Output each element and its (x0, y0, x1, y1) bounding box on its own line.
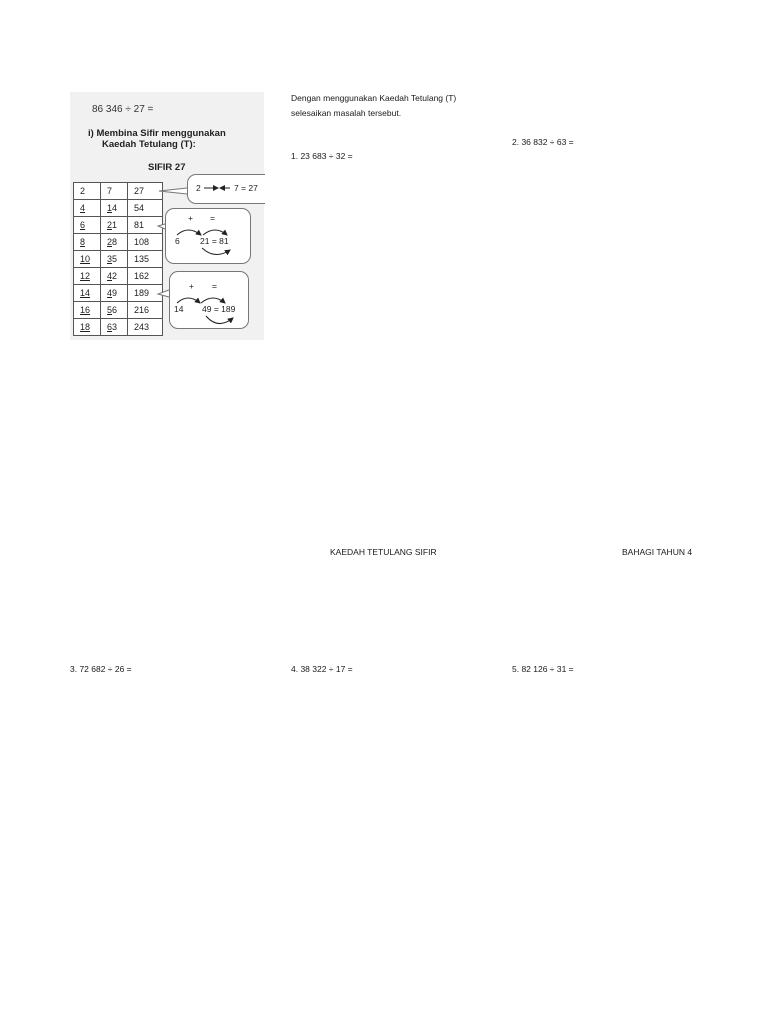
bubble1-left: 2 (196, 183, 201, 193)
instruction-line1: Dengan menggunakan Kaedah Tetulang (T) (291, 93, 457, 103)
product-cell: 54 (128, 200, 163, 217)
example-equation: 86 346 ÷ 27 = (92, 104, 154, 115)
problem-3: 3. 72 682 ÷ 26 = (70, 664, 132, 674)
multiplier-cell: 6 (74, 217, 101, 234)
partial-cell: 42 (101, 268, 128, 285)
sifir-table-title: SIFIR 27 (148, 162, 186, 173)
multiplier-cell: 14 (74, 285, 101, 302)
multiplier-cell: 8 (74, 234, 101, 251)
multiplier-cell: 18 (74, 319, 101, 336)
product-cell: 108 (128, 234, 163, 251)
multiplier-cell: 16 (74, 302, 101, 319)
callout-arrows (70, 92, 264, 340)
example-heading-line1: i) Membina Sifir menggunakan (88, 128, 226, 139)
partial-cell: 49 (101, 285, 128, 302)
problem-4: 4. 38 322 ÷ 17 = (291, 664, 353, 674)
problem-2: 2. 36 832 ÷ 63 = (512, 137, 574, 147)
bubble2-result: 21 = 81 (200, 236, 229, 246)
footer-subject: BAHAGI TAHUN 4 (622, 547, 693, 557)
bubble3-tail (158, 290, 169, 297)
product-cell: 216 (128, 302, 163, 319)
product-cell: 162 (128, 268, 163, 285)
bubble2-equals: = (210, 213, 215, 223)
partial-cell: 7 (101, 183, 128, 200)
multiplier-cell: 12 (74, 268, 101, 285)
problem-1: 1. 23 683 ÷ 32 = (291, 151, 353, 161)
partial-cell: 21 (101, 217, 128, 234)
curve-arrow-icon (201, 298, 225, 303)
multiplier-cell: 2 (74, 183, 101, 200)
product-cell: 243 (128, 319, 163, 336)
footer-title: KAEDAH TETULANG SIFIR (330, 547, 437, 557)
partial-cell: 56 (101, 302, 128, 319)
partial-cell: 28 (101, 234, 128, 251)
product-cell: 27 (128, 183, 163, 200)
bubble2-operand: 6 (175, 236, 180, 246)
product-cell: 189 (128, 285, 163, 302)
instruction-line2: selesaikan masalah tersebut. (291, 108, 402, 118)
curve-arrow-icon (206, 316, 233, 324)
example-heading-line2: Kaedah Tetulang (T): (102, 139, 196, 150)
bubble2-tail (158, 224, 165, 229)
bubble2-plus: + (188, 213, 193, 223)
partial-cell: 63 (101, 319, 128, 336)
problem-5: 5. 82 126 ÷ 31 = (512, 664, 574, 674)
bubble1-tail (159, 188, 187, 194)
partial-cell: 14 (101, 200, 128, 217)
curve-arrow-icon (177, 230, 201, 235)
example-figure (70, 92, 264, 340)
product-cell: 81 (128, 217, 163, 234)
curve-arrow-icon (202, 248, 230, 255)
curve-arrow-icon (203, 230, 227, 235)
product-cell: 135 (128, 251, 163, 268)
bubble3-equals: = (212, 281, 217, 291)
bubble3-operand: 14 (174, 304, 184, 314)
multiplier-cell: 10 (74, 251, 101, 268)
multiplier-cell: 4 (74, 200, 101, 217)
bubble3-plus: + (189, 281, 194, 291)
bubble3-result: 49 = 189 (202, 304, 236, 314)
bubble1-right: 7 = 27 (234, 183, 258, 193)
partial-cell: 35 (101, 251, 128, 268)
curve-arrow-icon (177, 298, 200, 303)
